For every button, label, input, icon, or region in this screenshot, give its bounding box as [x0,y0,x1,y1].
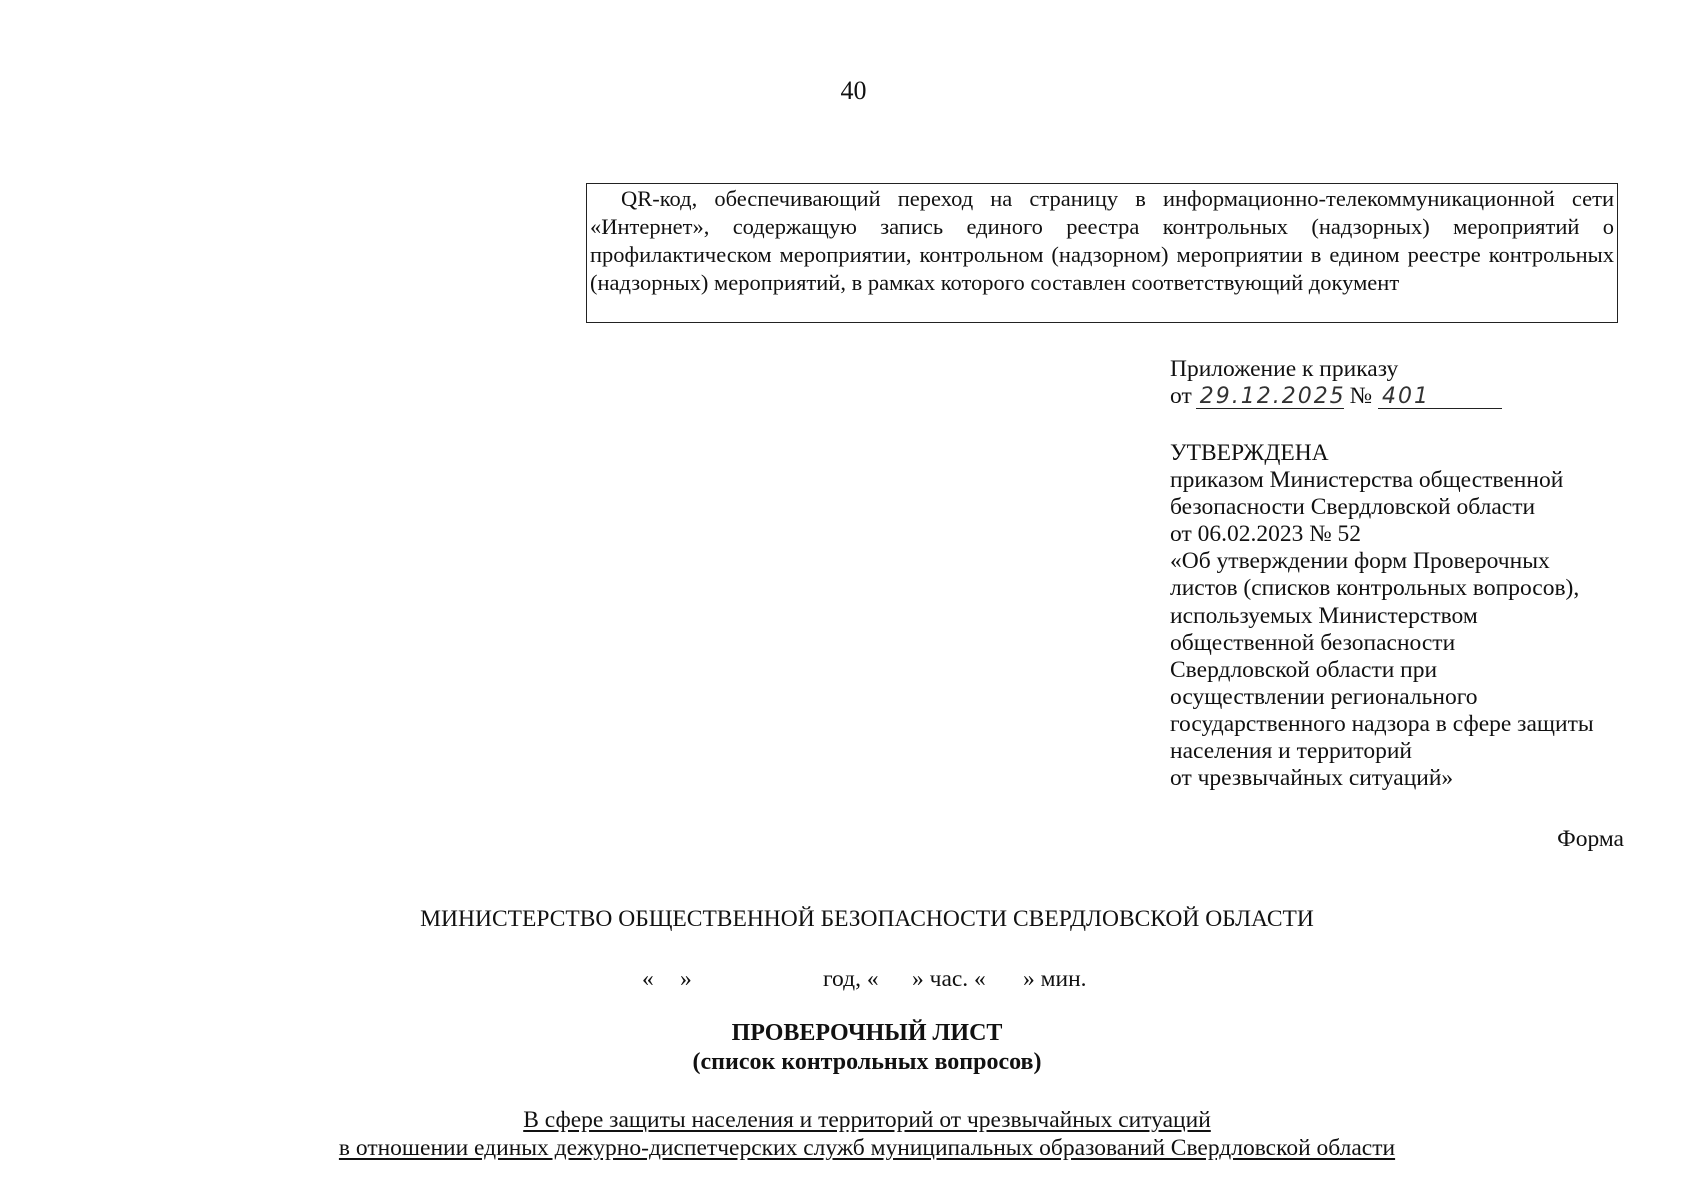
approval-line: от 06.02.2023 № 52 [1170,521,1362,548]
qr-code-note-box [586,183,1618,323]
appendix-from-label: от [1170,383,1192,409]
appendix-block [1170,356,1610,410]
approval-line: «Об утверждении форм Проверочных [1170,548,1550,575]
qr-code-note-text: QR-код, обеспечивающий переход на страницу в информационно-телекоммуникационной сети «Интернет», содержащую запись единого реестра контрольных (надзорных) мероприятий о профилактическом мероприятии, контрольном (надзорном) мероприятии в едином реестре контрольных (надзорных) мероприятий, в рамках которого составлен соответствующий документ [590,186,1614,295]
approval-line: от чрезвычайных ситуаций» [1170,765,1454,792]
scope-line-1: В сфере защиты населения и территорий от чрезвычайных ситуаций [523,1107,1211,1133]
approval-line: государственного надзора в сфере защиты [1170,710,1594,737]
appendix-title: Приложение к приказу [1170,356,1399,382]
approval-block [1170,440,1650,792]
approval-line: населения и территорий [1170,738,1412,765]
approval-line: общественной безопасности [1170,629,1456,656]
document-subtitle: (список контрольных вопросов) [692,1049,1042,1075]
datetime-day-open: « [642,966,654,992]
approval-line: используемых Министерством [1170,602,1478,629]
approval-line: листов (списков контрольных вопросов), [1170,575,1580,602]
approval-line: безопасности Свердловской области [1170,494,1536,521]
datetime-hour-label: » час. « [912,966,986,992]
approval-line: осуществлении регионального [1170,683,1478,710]
appendix-date-handwritten: 29.12.2025 [1196,385,1344,409]
datetime-min-label: » мин. [1023,966,1087,992]
approval-line: Свердловской области при [1170,656,1438,683]
datetime-year-label: год, « [823,966,879,992]
approval-line: приказом Министерства общественной [1170,467,1564,494]
ministry-name: МИНИСТЕРСТВО ОБЩЕСТВЕННОЙ БЕЗОПАСНОСТИ СВЕРДЛОВСКОЙ ОБЛАСТИ [420,906,1314,932]
appendix-number-label: № [1349,383,1373,409]
datetime-day-close: » [680,966,692,992]
appendix-number-handwritten: 401 [1378,385,1502,409]
page-number: 40 [840,76,867,105]
approval-heading: УТВЕРЖДЕНА [1170,440,1329,466]
form-label: Форма [1557,826,1624,852]
document-title: ПРОВЕРОЧНЫЙ ЛИСТ [731,1020,1003,1046]
appendix-date-number-line [1170,383,1610,410]
scope-line-2: в отношении единых дежурно-диспетчерских служб муниципальных образований Свердловской области [338,1135,1396,1161]
